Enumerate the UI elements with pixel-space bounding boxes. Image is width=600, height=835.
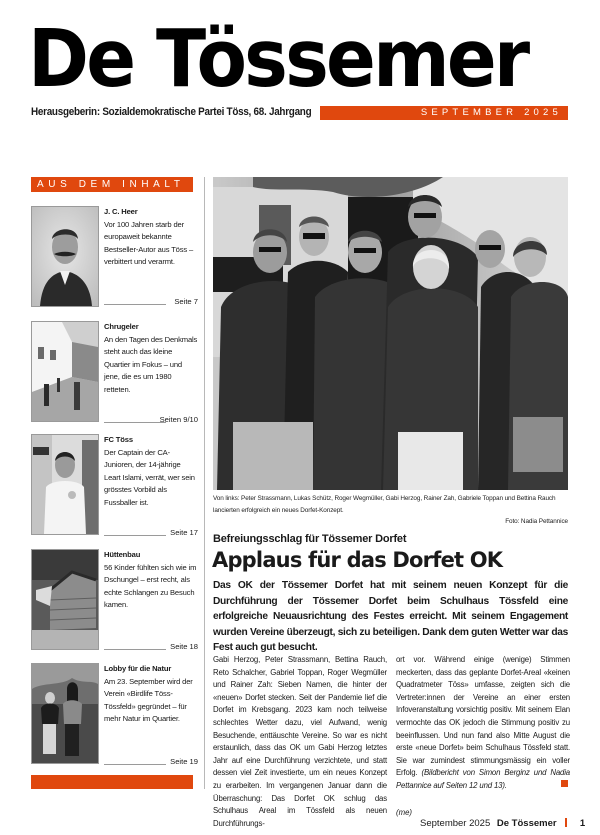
two-women-garden-photo (31, 663, 99, 764)
toc-item-title: Chrugeler (104, 322, 139, 331)
toc-item-side (104, 206, 198, 307)
toc-item-summary: An den Tagen des Denkmals steht auch das kleine Quartier im Fokus – und jene, die es um 1980 retteten. (104, 334, 198, 394)
issue-date: SEPTEMBER 2025 (420, 107, 562, 118)
issue-date-bar (320, 106, 568, 120)
toc-item-title: FC Töss (104, 435, 133, 444)
article-headline: Applaus für das Dorfet OK (212, 548, 503, 572)
portrait-photo (31, 206, 99, 307)
photo-caption (213, 493, 568, 528)
toc-page-ref: Seite 18 (170, 642, 198, 651)
toc-item-fc-toess[interactable] (31, 434, 196, 538)
toc-heading: AUS DEM INHALT (37, 179, 185, 190)
toc-page-ref: Seite 19 (170, 757, 198, 766)
article-body-text: ort vor. Während einige (wenige) Stimmen meckerten, dass das geplante Dorfet-Areal «keinen Quadratmeter Töss» umfasse, zeigten sich die Vertreter:innen der Vereine an einer ersten Infoveranstaltung vorsichtig positiv. Mit seinem Elan vermochte das OK jedoch die Stimmung positiv zu beeinflussen. Und nun fand also Mitte August die erste «neue Dorfet» beim Schulhaus Tössfeld statt. Sie war zumindest stimmungsmässig ein voller Erfolg. (396, 655, 570, 778)
page-leader-rule (104, 764, 166, 765)
toc-page-ref: Seite 7 (174, 297, 198, 306)
footer-brand: De Tössemer (496, 818, 557, 829)
toc-page-ref: Seite 17 (170, 528, 198, 537)
wooden-hut-photo (31, 549, 99, 650)
page-leader-rule (104, 649, 166, 650)
toc-item-page[interactable] (104, 527, 198, 538)
toc-item-title: Hüttenbau (104, 550, 141, 559)
footer-date: September 2025 (420, 818, 491, 829)
photo-credit: Foto: Nadia Pettannice (505, 518, 568, 525)
toc-item-text (104, 434, 198, 510)
column-divider (204, 177, 205, 789)
toc-item-huettenbau[interactable] (31, 549, 196, 652)
toc-page-ref: Seiten 9/10 (159, 415, 198, 424)
toc-item-summary: Am 23. September wird der Verein «Birdlife Töss-Tössfeld» gegründet – für mehr Natur im Quartier. (104, 676, 193, 724)
toc-item-page[interactable] (104, 756, 198, 767)
toc-item-text (104, 663, 198, 726)
article-kicker: Befreiungsschlag für Tössemer Dorfet (213, 533, 407, 545)
toc-item-text (104, 321, 198, 397)
toc-item-title: Lobby für die Natur (104, 664, 172, 673)
toc-item-side (104, 321, 198, 425)
page-leader-rule (104, 304, 166, 305)
football-player-photo (31, 434, 99, 535)
masthead-title: De Tössemer (28, 13, 528, 105)
report-credit: (Bildbericht von Simon Berginz und Nadia Pettannice auf Seiten 12 und 13). (396, 768, 570, 790)
toc-item-side (104, 663, 198, 767)
toc-item-text (104, 549, 198, 612)
toc-item-summary: Der Captain der CA-Junioren, der 14-jährige Leart Islami, verrät, wer sein grösstes Vorbild als Fussballer ist. (104, 447, 195, 507)
page-leader-rule (104, 422, 166, 423)
toc-item-page[interactable] (104, 414, 198, 425)
publisher-line: Herausgeberin: Sozialdemokratische Partei Töss, 68. Jahrgang (31, 106, 312, 118)
street-photo (31, 321, 99, 422)
article-body-column-2 (396, 654, 570, 793)
toc-heading-bar (31, 177, 193, 192)
toc-item-page[interactable] (104, 641, 198, 652)
page-footer (420, 818, 585, 829)
toc-item-text (104, 206, 198, 269)
group-photo (213, 177, 568, 490)
footer-divider (565, 818, 567, 827)
toc-item-side (104, 549, 198, 652)
toc-item-chrugeler[interactable] (31, 321, 196, 425)
toc-item-side (104, 434, 198, 538)
toc-bottom-bar (31, 775, 193, 789)
article-lead: Das OK der Tössemer Dorfet hat mit seinem neuen Konzept für die Durchführung der Tössemer Dorfet beim Schulhaus Tössfeld eine erfolgreiche Neuausrichtung des Festes erreicht. Mit seinem Engagement wurden Vereine überzeugt, sich zu beteiligen. Dank dem guten Wetter war das Fest auch gut besucht. (213, 580, 568, 653)
article-body-column-1: Gabi Herzog, Peter Strassmann, Bettina Rauch, Reto Schalcher, Gabriel Toppan, Roger Wegmüller und Rainer Zah: Sieben Namen, die hinter der «neuen» Dorfet stecken. Seit der Pandemie lief die Dorfet im Krebsgang. 2023 kam noch teilweise schlechtes Wetter dazu, viel Aufwand, wenig Besuchende, enttäuschte Vereine. So war es nicht erstaunlich, dass das OK um Gabi Herzog letztes Jahr auf eine Durchführung verzichtete, und statt dessen viel Zeit investierte, um ein neues Konzept zu erarbeiten. Im vergangenen Januar dann die Überraschung: Das Dorfet OK schlug das Schulhaus Areal im Tössfeld als neuen Durchführungs- (213, 655, 387, 828)
toc-item-title: J. C. Heer (104, 207, 138, 216)
toc-item-heer[interactable] (31, 206, 196, 307)
toc-item-lobby-natur[interactable] (31, 663, 196, 767)
toc-item-page[interactable] (104, 296, 198, 307)
toc-item-summary: 56 Kinder fühlten sich wie im Dschungel – erst recht, als echte Schlangen zu Besuch kamen. (104, 562, 197, 610)
page-number: 1 (579, 818, 586, 829)
page-leader-rule (104, 535, 166, 536)
caption-text: Von links: Peter Strassmann, Lukas Schütz, Roger Wegmüller, Gabi Herzog, Rainer Zah, Gabriele Toppan und Bettina Rauch lancierten erfolgreich ein neues Dorfet-Konzept. (213, 495, 556, 514)
article-header (213, 532, 568, 656)
end-mark-icon (561, 780, 568, 787)
author-initials: (me) (396, 808, 413, 817)
toc-item-summary: Vor 100 Jahren starb der europaweit bekannte Bestseller-Autor aus Töss – verbittert und verarmt. (104, 219, 194, 267)
